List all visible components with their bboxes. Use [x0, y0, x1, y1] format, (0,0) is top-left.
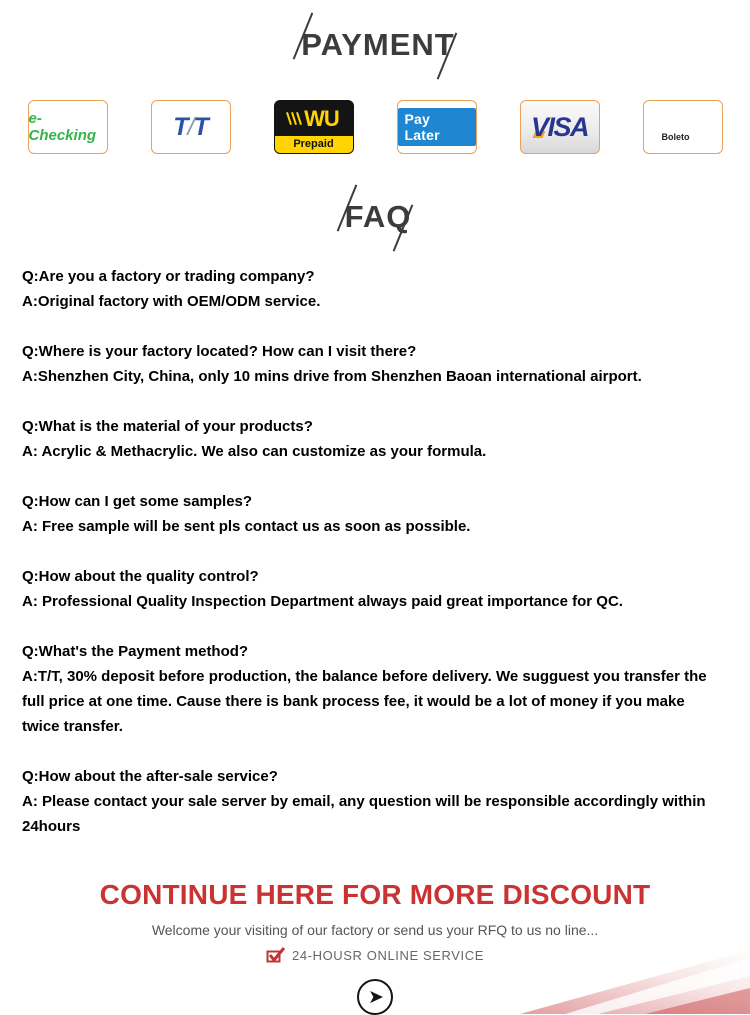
tt-right: T	[193, 112, 208, 141]
payment-badge-paylater	[397, 100, 477, 154]
faq-item	[22, 264, 728, 314]
faq-question: Q:How about the after-sale service?	[22, 768, 278, 785]
faq-answer: A: Free sample will be sent pls contact us as soon as possible.	[22, 518, 471, 535]
continue-discount-link[interactable]: CONTINUE HERE FOR MORE DISCOUNT	[99, 879, 651, 910]
faq-answer: A:T/T, 30% deposit before production, the balance before delivery. We sugguest you transfer the full price at one time. Cause there is bank process fee, it would be a lot of money if you make twice transfer.	[22, 668, 707, 735]
faq-item	[22, 564, 728, 614]
online-service-row	[0, 947, 750, 963]
wu-label: WU	[304, 105, 339, 131]
faq-item	[22, 489, 728, 539]
tt-slash: /	[187, 112, 194, 141]
payment-badge-tt	[151, 100, 231, 154]
boleto-barcode-icon	[660, 113, 706, 141]
tt-left: T	[173, 112, 188, 141]
play-arrow-icon: ➤	[368, 986, 384, 1008]
online-service-label: 24-HOUSR ONLINE SERVICE	[292, 947, 484, 963]
echecking-label: e-Checking	[28, 110, 97, 144]
payment-badge-visa	[520, 100, 600, 154]
faq-list	[0, 264, 750, 839]
payment-badge-western-union	[274, 100, 354, 154]
faq-answer: A: Please contact your sale server by email, any question will be responsible accordingly within 24hours	[22, 793, 706, 835]
payment-title: PAYMENT	[301, 27, 455, 62]
faq-question: Q:How about the quality control?	[22, 568, 259, 585]
payment-badge-echecking	[28, 100, 108, 154]
wu-speedlines-icon	[288, 112, 300, 125]
faq-question: Q:How can I get some samples?	[22, 493, 253, 510]
faq-item	[22, 639, 728, 739]
faq-answer: A:Shenzhen City, China, only 10 mins drive from Shenzhen Baoan international airport.	[22, 368, 642, 385]
faq-title: FAQ	[344, 199, 412, 234]
welcome-text: Welcome your visiting of our factory or send us your RFQ to us no line...	[151, 922, 599, 938]
faq-answer: A: Professional Quality Inspection Department always paid great importance for QC.	[22, 593, 623, 610]
faq-question: Q:Are you a factory or trading company?	[22, 268, 315, 285]
faq-item	[22, 414, 728, 464]
wu-prepaid-label: Prepaid	[275, 136, 353, 153]
boleto-label: Boleto	[661, 132, 690, 142]
faq-item	[22, 339, 728, 389]
paylater-label: Pay Later	[398, 108, 476, 146]
payment-methods-row	[0, 98, 750, 156]
faq-answer: A: Acrylic & Methacrylic. We also can customize as your formula.	[22, 443, 487, 460]
faq-item	[22, 764, 728, 839]
payment-badge-boleto	[643, 100, 723, 154]
red-checkbox-icon	[266, 947, 286, 963]
faq-answer: A:Original factory with OEM/ODM service.	[22, 293, 321, 310]
tt-label	[173, 113, 208, 142]
faq-section-heading	[0, 184, 750, 250]
faq-question: Q:What is the material of your products?	[22, 418, 313, 435]
visa-label: VISA	[530, 111, 589, 142]
wu-logo	[275, 101, 353, 136]
faq-question: Q:Where is your factory located? How can I visit there?	[22, 343, 417, 360]
play-button[interactable]	[357, 979, 393, 1015]
faq-question: Q:What's the Payment method?	[22, 643, 249, 660]
payment-section-heading	[0, 0, 750, 76]
